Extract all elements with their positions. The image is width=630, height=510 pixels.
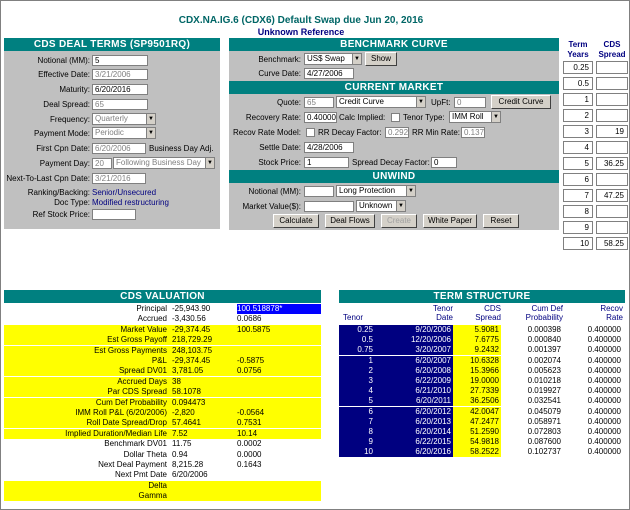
ts-date-cell: 6/20/2011 (375, 396, 453, 406)
ts-date-cell: 6/22/2015 (375, 437, 453, 447)
ts-recovery-cell: 0.400000 (563, 335, 623, 345)
frequency-value: Quarterly (95, 114, 128, 123)
ts-probability-cell: 0.000840 (501, 335, 563, 345)
term-years-input[interactable]: 7 (563, 189, 593, 202)
ts-probability-cell: 0.045079 (501, 407, 563, 417)
valuation-value-pct: 0.0000 (237, 449, 262, 459)
ts-probability-cell: 0.001397 (501, 345, 563, 355)
effective-date-input[interactable]: 3/21/2006 (92, 69, 148, 80)
cds-spread-input[interactable] (596, 93, 628, 106)
ts-header-cds-spread (457, 304, 501, 322)
table-row (339, 427, 625, 437)
page-title: CDX.NA.IG.6 (CDX6) Default Swap due Jun 20, 2016 (178, 15, 424, 26)
ts-probability-cell: 0.000398 (501, 325, 563, 335)
ts-recovery-cell: 0.400000 (563, 356, 623, 366)
valuation-row (4, 314, 321, 324)
ts-probability-cell: 0.032541 (501, 396, 563, 406)
recovery-rate-input[interactable]: 0.40000 (304, 112, 337, 123)
upfront-label: UpFt: (431, 98, 451, 107)
payment-day-label: Payment Day: (39, 159, 90, 168)
ts-recovery-cell: 0.400000 (563, 427, 623, 437)
benchmark-select[interactable] (304, 53, 362, 65)
quote-label: Quote: (276, 98, 301, 107)
term-years-input[interactable]: 10 (563, 237, 593, 250)
valuation-value-pct: 0.0002 (237, 439, 262, 449)
valuation-row (4, 439, 321, 449)
ts-tenor-cell: 6 (339, 407, 375, 417)
ts-spread-cell: 9.2432 (453, 345, 501, 355)
valuation-value: 0.094473 (172, 397, 206, 407)
cds-spread-input[interactable]: 47.25 (596, 189, 628, 202)
quote-input[interactable]: 65 (304, 97, 334, 108)
curve-date-label: Curve Date: (258, 69, 301, 78)
deal-spread-label: Deal Spread: (43, 100, 90, 109)
valuation-title: CDS VALUATION (4, 290, 321, 303)
valuation-label: Accrued (137, 314, 167, 324)
ts-header-cum-line2: Probability (525, 313, 563, 322)
benchmark-title: BENCHMARK CURVE (229, 38, 559, 51)
valuation-value-pct: 0.0686 (237, 314, 262, 324)
valuation-row (4, 335, 321, 345)
benchmark-value: US$ Swap (307, 54, 345, 63)
valuation-row (4, 304, 321, 314)
ts-recovery-cell: 0.400000 (563, 396, 623, 406)
ts-spread-cell: 27.7339 (453, 386, 501, 396)
chevron-down-icon: ▼ (491, 112, 500, 122)
ts-spread-cell: 19.0000 (453, 376, 501, 386)
valuation-label: Roll Date Spread/Drop (86, 418, 167, 428)
settle-date-input[interactable]: 4/28/2006 (304, 142, 354, 153)
ts-recovery-cell: 0.400000 (563, 366, 623, 376)
valuation-row (4, 481, 321, 491)
maturity-label: Maturity: (59, 85, 90, 94)
deal-spread-input[interactable]: 65 (92, 99, 148, 110)
calc-implied-label: Calc Implied: (339, 113, 386, 122)
market-value-input[interactable] (304, 201, 354, 212)
ts-tenor-cell: 3 (339, 376, 375, 386)
valuation-label: Gamma (138, 491, 167, 501)
chevron-down-icon: ▼ (406, 186, 415, 196)
doc-type-label: Doc Type: (54, 198, 90, 207)
valuation-value: 38 (172, 376, 181, 386)
valuation-value: -2,820 (172, 408, 195, 417)
first-cpn-label: First Cpn Date: (36, 144, 90, 153)
valuation-value-pct: 0.0756 (237, 366, 262, 376)
ts-spread-cell: 15.3966 (453, 366, 501, 376)
valuation-value: 6/20/2006 (172, 470, 208, 480)
table-row (339, 437, 625, 447)
cds-spread-header-line2: Spread (598, 50, 626, 59)
payment-day-convention-select[interactable] (113, 157, 215, 169)
term-years-input[interactable]: 3 (563, 125, 593, 138)
valuation-value-pct: 10.14 (237, 428, 258, 438)
ts-spread-cell: 7.6775 (453, 335, 501, 345)
ts-probability-cell: 0.005623 (501, 366, 563, 376)
tenor-type-select[interactable] (449, 111, 501, 123)
table-row (339, 376, 625, 386)
ts-header-cds-line2: Spread (475, 313, 501, 322)
ts-spread-cell: 58.2522 (453, 447, 501, 457)
term-years-input[interactable]: 4 (563, 141, 593, 154)
ts-tenor-cell: 10 (339, 447, 375, 457)
rr-decay-checkbox[interactable] (306, 128, 315, 137)
credit-curve-button[interactable]: Credit Curve (491, 95, 551, 109)
recov-rate-model-label: Recov Rate Model: (232, 128, 301, 137)
ts-tenor-cell: 0.75 (339, 345, 375, 355)
valuation-value: 58.1078 (172, 387, 201, 397)
ts-recovery-cell: 0.400000 (563, 447, 623, 457)
cds-spread-input[interactable] (596, 205, 628, 218)
ref-stock-label: Ref Stock Price: (32, 210, 90, 219)
valuation-label: Implied Duration/Median Life (65, 428, 167, 438)
term-years-input[interactable]: 2 (563, 109, 593, 122)
ts-tenor-cell: 5 (339, 396, 375, 406)
recovery-rate-label: Recovery Rate: (245, 113, 301, 122)
ts-spread-cell: 42.0047 (453, 407, 501, 417)
tenor-type-label: Tenor Type: (403, 113, 445, 122)
rr-min-rate-input[interactable]: 0.137 (461, 127, 485, 138)
benchmark-label: Benchmark: (258, 55, 301, 64)
valuation-value: 0.94 (172, 449, 188, 459)
ref-stock-input[interactable] (92, 209, 136, 220)
notional-input[interactable]: 5 (92, 55, 148, 66)
frequency-select[interactable] (92, 113, 156, 125)
valuation-label: Cum Def Probability (95, 397, 167, 407)
cds-spread-input[interactable]: 19 (596, 125, 628, 138)
term-years-input[interactable]: 1 (563, 93, 593, 106)
deal-terms-title: CDS DEAL TERMS (SP9501RQ) (4, 38, 220, 51)
ts-tenor-cell: 7 (339, 417, 375, 427)
cds-spread-input[interactable] (596, 109, 628, 122)
ts-recovery-cell: 0.400000 (563, 325, 623, 335)
valuation-row (4, 429, 321, 439)
cds-spread-input[interactable] (596, 221, 628, 234)
valuation-row (4, 366, 321, 376)
table-row (339, 356, 625, 366)
valuation-value: -29,374.45 (172, 324, 211, 334)
term-years-header-line2: Years (567, 50, 589, 59)
ts-tenor-cell: 1 (339, 356, 375, 366)
valuation-label: IMM Roll P&L (6/20/2006) (75, 408, 167, 417)
cds-spread-input[interactable]: 58.25 (596, 237, 628, 250)
valuation-label: Par CDS Spread (107, 387, 167, 397)
ts-date-cell: 6/20/2014 (375, 427, 453, 437)
valuation-label: Est Gross Payments (94, 345, 167, 355)
valuation-label: Accrued Days (117, 376, 167, 386)
doc-type-link[interactable]: Modified restructuring (92, 198, 169, 207)
payment-mode-value: Periodic (95, 128, 124, 137)
term-years-input[interactable]: 9 (563, 221, 593, 234)
curve-date-input[interactable]: 4/27/2006 (304, 68, 354, 79)
valuation-value: 57.4641 (172, 418, 201, 428)
next-to-last-cpn-input[interactable]: 3/21/2016 (92, 173, 146, 184)
market-value-label: Market Value($): (242, 202, 301, 211)
ts-tenor-cell: 8 (339, 427, 375, 437)
table-row (339, 335, 625, 345)
market-value-type-select[interactable] (356, 200, 406, 212)
ranking-link[interactable]: Senior/Unsecured (92, 188, 157, 197)
quote-type-value: Credit Curve (339, 97, 384, 106)
valuation-row (4, 387, 321, 397)
valuation-value: 8,215.28 (172, 460, 204, 469)
cds-spread-input[interactable] (596, 141, 628, 154)
ts-recovery-cell: 0.400000 (563, 376, 623, 386)
valuation-value-pct: -0.5875 (237, 356, 265, 365)
table-row (339, 447, 625, 457)
unwind-title: UNWIND (229, 170, 559, 183)
valuation-label: Benchmark DV01 (104, 439, 167, 449)
ts-spread-cell: 54.9818 (453, 437, 501, 447)
ts-recovery-cell: 0.400000 (563, 437, 623, 447)
market-panel (229, 38, 559, 230)
ts-spread-cell: 36.2506 (453, 396, 501, 406)
term-years-input[interactable]: 8 (563, 205, 593, 218)
ts-tenor-cell: 0.5 (339, 335, 375, 345)
ranking-label: Ranking/Backing: (27, 188, 90, 197)
reset-button[interactable]: Reset (483, 214, 519, 228)
valuation-value-pct: 100.518878* (237, 304, 321, 314)
ts-header-tenor-date (391, 304, 453, 322)
ts-date-cell: 6/21/2010 (375, 386, 453, 396)
ts-date-cell: 6/20/2008 (375, 366, 453, 376)
ts-date-cell: 6/20/2016 (375, 447, 453, 457)
valuation-label: Market Value (120, 324, 167, 334)
table-row (339, 407, 625, 417)
ts-date-cell: 6/22/2009 (375, 376, 453, 386)
calc-implied-checkbox[interactable] (391, 113, 400, 122)
create-button[interactable]: Create (381, 214, 417, 228)
chevron-down-icon: ▼ (416, 97, 425, 107)
notional-label: Notional (MM): (37, 56, 90, 65)
valuation-row (4, 418, 321, 428)
ts-spread-cell: 51.2590 (453, 427, 501, 437)
cds-spread-header (596, 40, 628, 60)
stock-price-label: Stock Price: (258, 158, 301, 167)
valuation-row (4, 491, 321, 501)
cds-spread-header-line1: CDS (603, 40, 621, 49)
valuation-row (4, 346, 321, 356)
payment-day-input[interactable]: 20 (92, 158, 112, 169)
upfront-input[interactable]: 0 (454, 97, 486, 108)
business-day-adj-label: Business Day Adj. (149, 144, 214, 153)
table-row (339, 345, 625, 355)
valuation-value: 218,729.29 (172, 335, 213, 345)
valuation-label: Next Deal Payment (98, 460, 167, 469)
ts-header-recov-line2: Rate (606, 313, 623, 322)
ts-spread-cell: 5.9081 (453, 325, 501, 335)
market-value-type-value: Unknown (359, 201, 393, 210)
ts-header-tenor-date-line2: Date (436, 313, 453, 322)
table-row (339, 366, 625, 376)
unwind-notional-input[interactable] (304, 186, 334, 197)
ts-tenor-cell: 4 (339, 386, 375, 396)
settle-date-label: Settle Date: (259, 143, 301, 152)
term-years-input[interactable]: 6 (563, 173, 593, 186)
table-row (339, 396, 625, 406)
valuation-label: P&L (151, 356, 167, 365)
ts-probability-cell: 0.010218 (501, 376, 563, 386)
payment-mode-label: Payment Mode: (33, 129, 90, 138)
ts-recovery-cell: 0.400000 (563, 417, 623, 427)
chevron-down-icon: ▼ (352, 54, 361, 64)
frequency-label: Frequency: (49, 115, 90, 124)
ts-recovery-cell: 0.400000 (563, 345, 623, 355)
term-years-input[interactable]: 5 (563, 157, 593, 170)
page-subtitle: Unknown Reference (257, 27, 345, 37)
valuation-value-pct: 0.1643 (237, 460, 262, 469)
chevron-down-icon: ▼ (146, 128, 155, 138)
valuation-value: 11.75 (172, 439, 192, 449)
valuation-value-pct: -0.0564 (237, 408, 265, 417)
valuation-label: Est Gross Payoff (107, 335, 167, 345)
ts-probability-cell: 0.019927 (501, 386, 563, 396)
valuation-label: Principal (136, 304, 167, 313)
rr-min-rate-label: RR Min Rate: (412, 128, 461, 137)
deal-flows-button[interactable]: Deal Flows (325, 214, 375, 228)
chevron-down-icon: ▼ (396, 201, 405, 211)
ts-header-cum-def (503, 304, 563, 322)
valuation-value: 3,781.05 (172, 366, 204, 376)
valuation-row (4, 325, 321, 335)
ts-recovery-cell: 0.400000 (563, 386, 623, 396)
term-years-header-line1: Term (568, 40, 588, 49)
payment-mode-select[interactable] (92, 127, 156, 139)
deal-terms-panel (4, 51, 220, 229)
chevron-down-icon: ▼ (205, 158, 214, 168)
valuation-value: 248,103.75 (172, 345, 213, 355)
table-row (339, 325, 625, 335)
table-row (339, 386, 625, 396)
next-to-last-cpn-label: Next-To-Last Cpn Date: (6, 174, 90, 183)
ts-header-recov-rate (567, 304, 623, 322)
spread-decay-label: Spread Decay Factor: (352, 158, 430, 167)
valuation-value: -25,943.90 (172, 304, 211, 313)
ts-date-cell: 12/20/2006 (375, 335, 453, 345)
ts-date-cell: 9/20/2006 (375, 325, 453, 335)
table-row (339, 417, 625, 427)
stock-price-input[interactable]: 1 (304, 157, 349, 168)
valuation-value-pct: 100.5875 (237, 324, 271, 334)
payment-day-convention-value: Following Business Day (116, 158, 201, 167)
ts-header-tenor: Tenor (343, 313, 364, 322)
valuation-label: Spread DV01 (118, 366, 167, 376)
valuation-label: Delta (148, 480, 167, 490)
quote-type-select[interactable] (336, 96, 426, 108)
ts-tenor-cell: 2 (339, 366, 375, 376)
ts-probability-cell: 0.058971 (501, 417, 563, 427)
valuation-row (4, 470, 321, 480)
ts-date-cell: 6/20/2007 (375, 356, 453, 366)
valuation-label: Dollar Theta (123, 449, 167, 459)
ts-date-cell: 3/20/2007 (375, 345, 453, 355)
protection-select[interactable] (336, 185, 416, 197)
show-button[interactable]: Show (365, 52, 397, 66)
valuation-row (4, 398, 321, 408)
rr-decay-input[interactable]: 0.292 (385, 127, 409, 138)
protection-value: Long Protection (339, 186, 396, 195)
ts-header-cum-line1: Cum Def (531, 304, 563, 313)
ts-date-cell: 6/20/2013 (375, 417, 453, 427)
ts-tenor-cell: 9 (339, 437, 375, 447)
white-paper-button[interactable]: White Paper (423, 214, 477, 228)
term-years-header (563, 40, 593, 60)
ts-header-tenor-date-line1: Tenor (432, 304, 453, 313)
valuation-row (4, 460, 321, 470)
valuation-row (4, 408, 321, 418)
ts-spread-cell: 47.2477 (453, 417, 501, 427)
valuation-value: -3,430.56 (172, 314, 206, 324)
term-years-input[interactable]: 0.25 (563, 61, 593, 74)
ts-probability-cell: 0.002074 (501, 356, 563, 366)
ts-probability-cell: 0.072803 (501, 427, 563, 437)
term-structure-title: TERM STRUCTURE (339, 290, 625, 303)
valuation-value: -29,374.45 (172, 356, 211, 365)
cds-spread-input[interactable] (596, 77, 628, 90)
ts-tenor-cell: 0.25 (339, 325, 375, 335)
valuation-value: 7.52 (172, 428, 188, 438)
unwind-notional-label: Notional (MM): (248, 187, 301, 196)
ts-header-cds-line1: CDS (484, 304, 501, 313)
rr-decay-label: RR Decay Factor: (318, 128, 382, 137)
ts-date-cell: 6/20/2012 (375, 407, 453, 417)
spread-decay-input[interactable]: 0 (431, 157, 457, 168)
valuation-row (4, 377, 321, 387)
ts-probability-cell: 0.102737 (501, 447, 563, 457)
valuation-row (4, 450, 321, 460)
valuation-value-pct: 0.7531 (237, 418, 262, 428)
ts-header-recov-line1: Recov (600, 304, 623, 313)
term-years-input[interactable]: 0.5 (563, 77, 593, 90)
current-market-title: CURRENT MARKET (229, 81, 559, 94)
tenor-type-value: IMM Roll (452, 112, 484, 121)
ts-probability-cell: 0.087600 (501, 437, 563, 447)
calculate-button[interactable]: Calculate (273, 214, 319, 228)
cds-spread-input[interactable]: 36.25 (596, 157, 628, 170)
effective-date-label: Effective Date: (38, 70, 90, 79)
chevron-down-icon: ▼ (146, 114, 155, 124)
cds-spread-input[interactable] (596, 61, 628, 74)
first-cpn-input[interactable]: 6/20/2006 (92, 143, 146, 154)
ts-spread-cell: 10.6328 (453, 356, 501, 366)
ts-recovery-cell: 0.400000 (563, 407, 623, 417)
maturity-input[interactable]: 6/20/2016 (92, 84, 148, 95)
valuation-row (4, 356, 321, 366)
valuation-label: Next Pmt Date (114, 470, 167, 480)
cds-spread-input[interactable] (596, 173, 628, 186)
